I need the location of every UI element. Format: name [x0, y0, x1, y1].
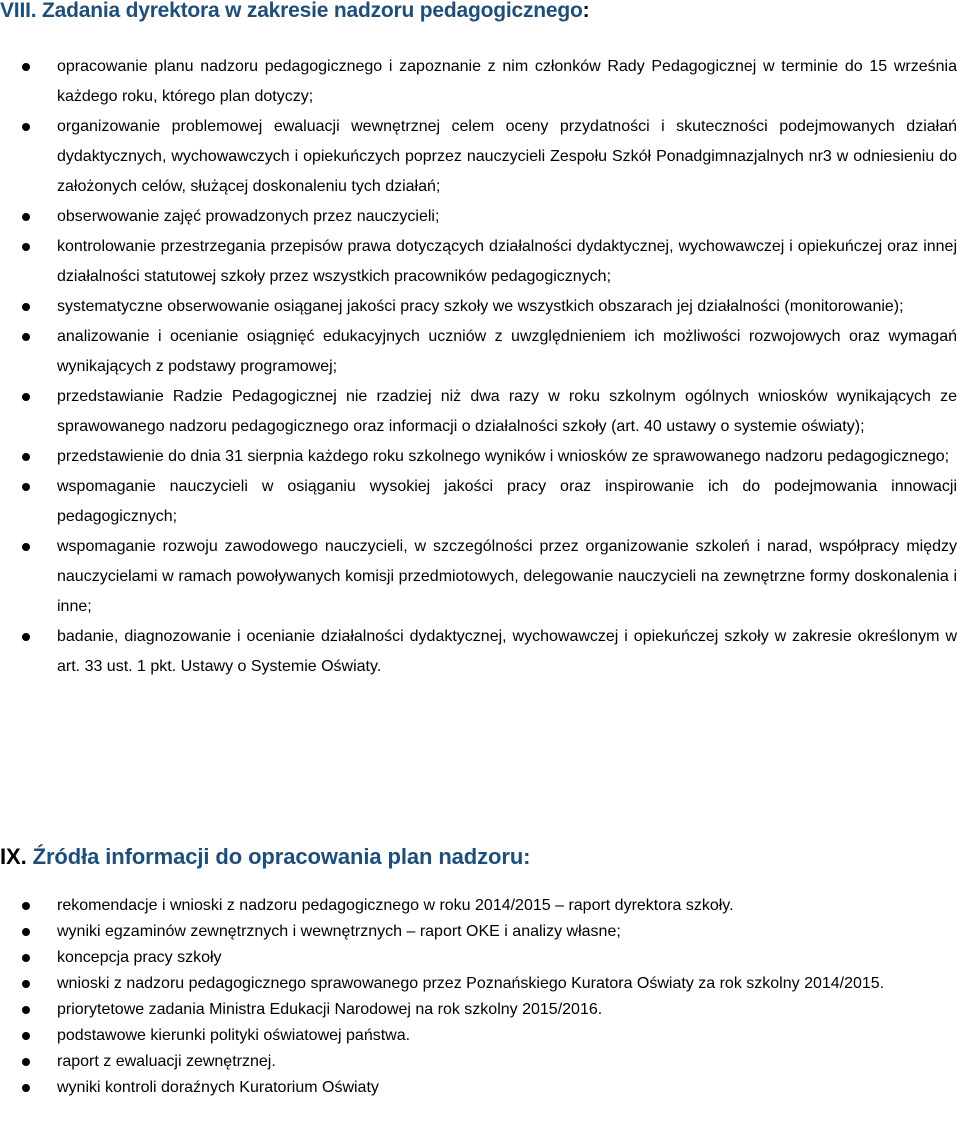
list-item [0, 1075, 957, 1101]
bullet-icon [22, 483, 30, 491]
bullet-icon [22, 333, 30, 341]
list-item-text: rekomendacje i wnioski z nadzoru pedagogicznego w roku 2014/2015 – raport dyrektora szkoły. [57, 897, 734, 914]
list-item-text: raport z ewaluacji zewnętrznej. [57, 1053, 276, 1070]
list-item [0, 52, 957, 112]
list-item [0, 1049, 957, 1075]
section-viii-number: VIII. [0, 0, 37, 22]
bullet-icon [22, 213, 30, 221]
list-item [0, 893, 957, 919]
bullet-icon [22, 928, 30, 936]
bullet-icon [22, 954, 30, 962]
list-item-text: podstawowe kierunki polityki oświatowej państwa. [57, 1027, 411, 1044]
list-item-text: wyniki egzaminów zewnętrznych i wewnętrznych – raport OKE i analizy własne; [57, 923, 621, 940]
list-item-text: systematyczne obserwowanie osiąganej jakości pracy szkoły we wszystkich obszarach jej działalności (monitorowanie); [57, 298, 904, 315]
list-item-text: opracowanie planu nadzoru pedagogicznego i zapoznanie z nim członków Rady Pedagogicznej w terminie do 15 września każdego roku, którego plan dotyczy; [57, 58, 957, 105]
bullet-icon [22, 1058, 30, 1066]
list-item [0, 532, 957, 622]
bullet-icon [22, 63, 30, 71]
list-item-text: analizowanie i ocenianie osiągnięć edukacyjnych uczniów z uwzględnieniem ich możliwości rozwojowych oraz wymagań wynikających z podstawy programowej; [57, 328, 957, 375]
section-ix-heading [0, 843, 530, 871]
list-item-text: koncepcja pracy szkoły [57, 949, 222, 966]
list-item-text: organizowanie problemowej ewaluacji wewnętrznej celem oceny przydatności i skuteczności podejmowanych działań dydaktycznych, wychowawczych i opiekuńczych poprzez nauczycieli Zespołu Szkół Ponadgimnazjalnych nr3 w odniesieniu do założonych celów, służącej doskonaleniu tych działań; [57, 118, 957, 195]
list-item-text: obserwowanie zajęć prowadzonych przez nauczycieli; [57, 208, 440, 225]
list-item [0, 442, 957, 472]
bullet-icon [22, 980, 30, 988]
list-item [0, 322, 957, 382]
section-viii-list [0, 52, 957, 682]
section-viii-heading [0, 0, 589, 24]
bullet-icon [22, 303, 30, 311]
list-item [0, 232, 957, 292]
list-item-text: wspomaganie nauczycieli w osiąganiu wysokiej jakości pracy oraz inspirowanie ich do podejmowania innowacji pedagogicznych; [57, 478, 957, 525]
list-item [0, 292, 957, 322]
bullet-icon [22, 543, 30, 551]
list-item [0, 472, 957, 532]
list-item [0, 997, 957, 1023]
list-item-text: wnioski z nadzoru pedagogicznego sprawowanego przez Poznańskiego Kuratora Oświaty za rok szkolny 2014/2015. [57, 975, 885, 992]
bullet-icon [22, 902, 30, 910]
bullet-icon [22, 243, 30, 251]
section-viii-title: Zadania dyrektora w zakresie nadzoru pedagogicznego [42, 0, 583, 22]
list-item-text: wspomaganie rozwoju zawodowego nauczycieli, w szczególności przez organizowanie szkoleń i narad, współpracy między nauczycielami w ramach powoływanych komisji przedmiotowych, delegowanie nauczycieli na zewnętrzne formy doskonalenia i inne; [57, 538, 957, 615]
section-ix-list [0, 893, 957, 1101]
bullet-icon [22, 453, 30, 461]
list-item [0, 112, 957, 202]
list-item [0, 622, 957, 682]
list-item-text: wyniki kontroli doraźnych Kuratorium Oświaty [57, 1079, 379, 1096]
list-item [0, 971, 957, 997]
list-item-text: badanie, diagnozowanie i ocenianie działalności dydaktycznej, wychowawczej i opiekuńczej szkoły w zakresie określonym w art. 33 ust. 1 pkt. Ustawy o Systemie Oświaty. [57, 628, 957, 675]
list-item [0, 945, 957, 971]
section-ix-number: IX. [0, 844, 27, 869]
list-item-text: priorytetowe zadania Ministra Edukacji Narodowej na rok szkolny 2015/2016. [57, 1001, 603, 1018]
bullet-icon [22, 123, 30, 131]
section-ix-title: Źródła informacji do opracowania plan nadzoru: [32, 844, 531, 869]
list-item-text: przedstawianie Radzie Pedagogicznej nie rzadziej niż dwa razy w roku szkolnym ogólnych wniosków wynikających ze sprawowanego nadzoru pedagogicznego oraz informacji o działalności szkoły (art. 40 ustawy o systemie oświaty); [57, 388, 957, 435]
bullet-icon [22, 1006, 30, 1014]
section-viii-colon: : [582, 0, 590, 22]
list-item-text: przedstawienie do dnia 31 sierpnia każdego roku szkolnego wyników i wniosków ze sprawowanego nadzoru pedagogicznego; [57, 448, 950, 465]
bullet-icon [22, 1032, 30, 1040]
list-item [0, 919, 957, 945]
list-item [0, 382, 957, 442]
bullet-icon [22, 393, 30, 401]
list-item [0, 202, 957, 232]
bullet-icon [22, 1084, 30, 1092]
bullet-icon [22, 633, 30, 641]
list-item [0, 1023, 957, 1049]
list-item-text: kontrolowanie przestrzegania przepisów prawa dotyczących działalności dydaktycznej, wychowawczej i opiekuńczej oraz innej działalności statutowej szkoły przez wszystkich pracowników pedagogicznych; [57, 238, 957, 285]
